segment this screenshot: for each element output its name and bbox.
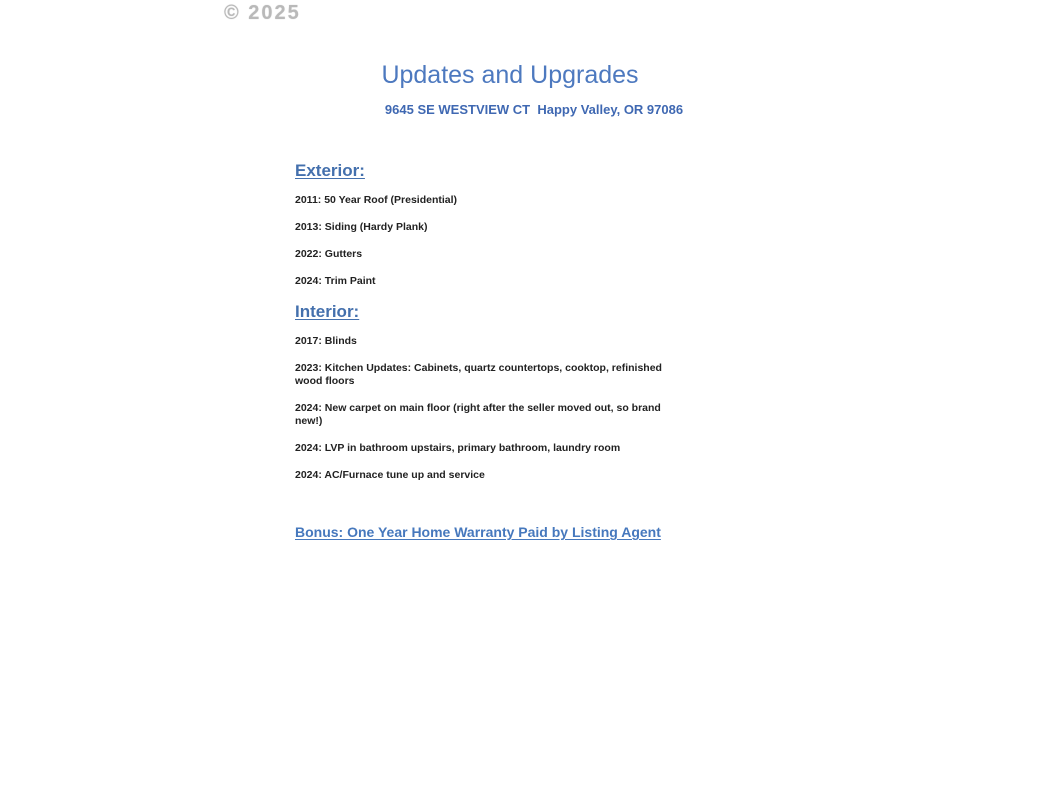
bonus-warranty-note: Bonus: One Year Home Warranty Paid by Listing Agent [295, 524, 661, 540]
section-heading-exterior: Exterior: [295, 161, 365, 180]
exterior-item: 2022: Gutters [295, 248, 363, 260]
interior-item: 2024: LVP in bathroom upstairs, primary bathroom, laundry room [295, 442, 621, 454]
document-body [295, 161, 681, 541]
exterior-item: 2024: Trim Paint [295, 275, 376, 287]
interior-item: 2024: AC/Furnace tune up and service [295, 469, 485, 481]
page-title: Updates and Upgrades [381, 61, 639, 89]
interior-item: 2024: New carpet on main floor (right after the seller moved out, so brand new!) [295, 402, 661, 427]
subtitle-block [80, 101, 988, 118]
exterior-item: 2013: Siding (Hardy Plank) [295, 221, 428, 233]
section-heading-interior: Interior: [295, 302, 360, 321]
title-block [56, 60, 964, 90]
interior-item: 2017: Blinds [295, 335, 357, 347]
exterior-item: 2011: 50 Year Roof (Presidential) [295, 194, 458, 206]
property-address: 9645 SE WESTVIEW CT Happy Valley, OR 97086 [384, 102, 684, 117]
interior-item: 2023: Kitchen Updates: Cabinets, quartz countertops, cooktop, refinished wood floors [295, 362, 662, 387]
copyright-watermark: © 2025 [224, 2, 301, 24]
